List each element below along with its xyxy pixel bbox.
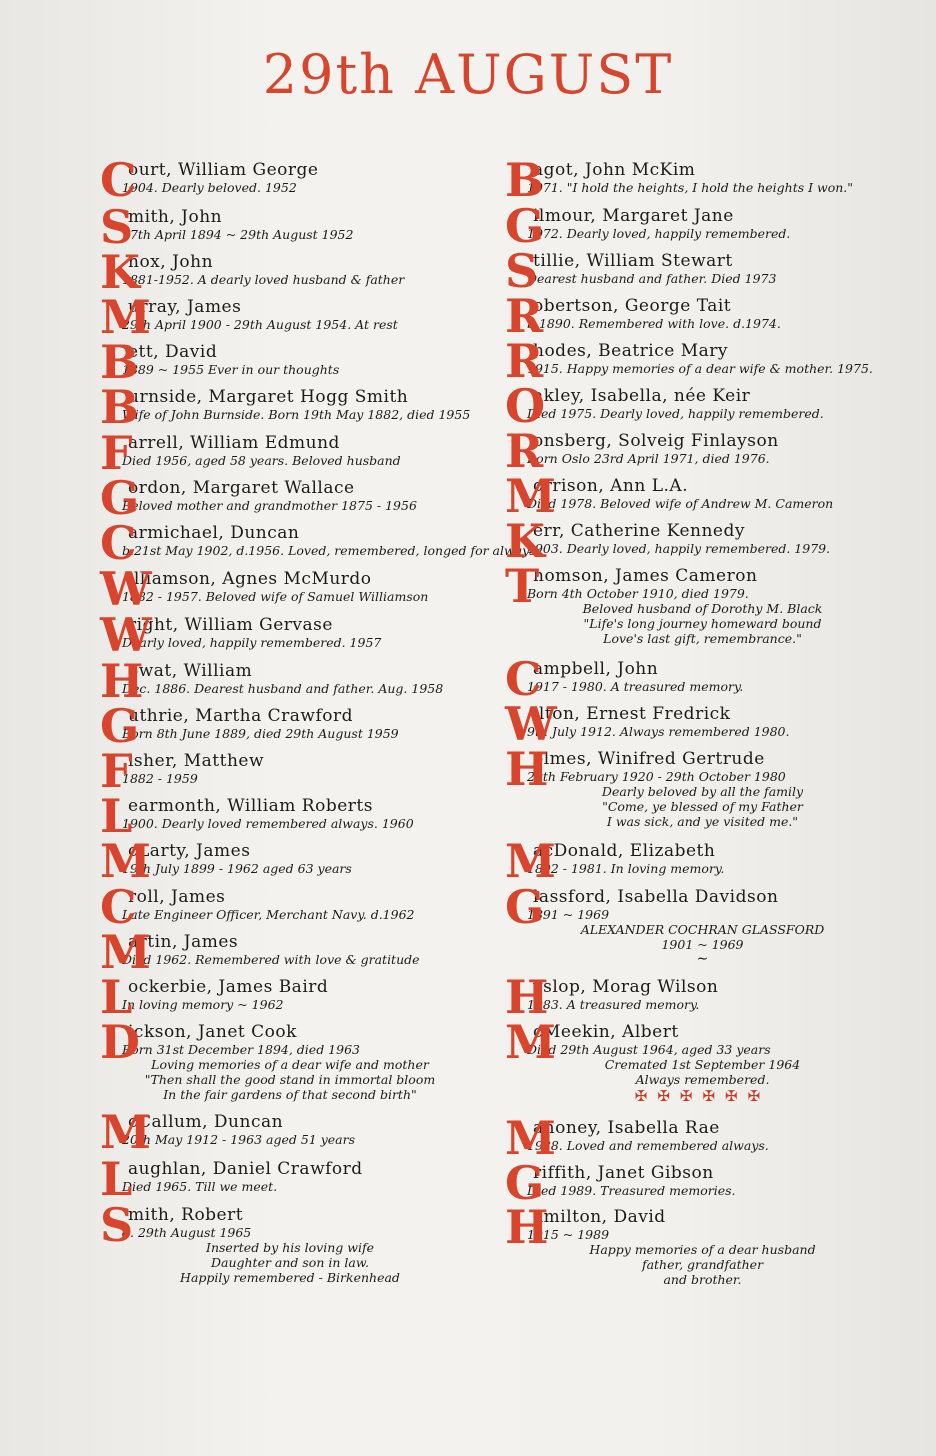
entry-name: cLarty, James xyxy=(128,841,251,861)
drop-cap-initial: R xyxy=(505,289,544,343)
memorial-entry xyxy=(505,244,900,298)
memorial-entry xyxy=(100,471,480,525)
entry-line: 19th July 1899 - 1962 aged 63 years xyxy=(122,861,352,876)
entry-name: err, Catherine Kennedy xyxy=(533,521,745,541)
memorial-entry xyxy=(505,834,900,888)
drop-cap-initial: S xyxy=(100,1198,134,1252)
entry-name: ockerbie, James Baird xyxy=(128,977,329,997)
memorial-entry xyxy=(100,1152,480,1206)
entry-line: 1889 ~ 1955 Ever in our thoughts xyxy=(122,362,340,377)
memorial-entry xyxy=(100,654,480,708)
memorial-entry xyxy=(100,925,480,979)
memorial-entry xyxy=(100,744,480,798)
drop-cap-initial: M xyxy=(505,834,556,888)
drop-cap-initial: O xyxy=(505,379,546,433)
memorial-entry xyxy=(100,970,480,1024)
memorial-entry xyxy=(100,335,480,389)
entry-line: Inserted by his loving wife xyxy=(206,1240,374,1255)
drop-cap-initial: M xyxy=(100,1105,151,1159)
entry-line: Late Engineer Officer, Merchant Navy. d.1962 xyxy=(122,907,415,922)
entry-line: Happy memories of a dear husband xyxy=(589,1242,816,1257)
drop-cap-initial: W xyxy=(505,697,557,751)
entry-name: ilmour, Margaret Jane xyxy=(533,206,734,226)
entry-name: right, William Gervase xyxy=(128,615,333,635)
entry-line: Born Oslo 23rd April 1971, died 1976. xyxy=(527,451,770,466)
drop-cap-initial: T xyxy=(505,559,540,613)
drop-cap-initial: R xyxy=(505,334,544,388)
entry-line: 20th May 1912 - 1963 aged 51 years xyxy=(122,1132,356,1147)
drop-cap-initial: H xyxy=(505,1200,549,1254)
memorial-entry xyxy=(505,289,900,343)
entry-line: 1904. Dearly beloved. 1952 xyxy=(122,180,297,195)
entry-line: 1972. Dearly loved, happily remembered. xyxy=(527,226,791,241)
memorial-entry xyxy=(100,1015,480,1112)
drop-cap-initial: C xyxy=(100,880,137,934)
entry-name: illiamson, Agnes McMurdo xyxy=(128,569,372,589)
entry-name: obertson, George Tait xyxy=(533,296,732,316)
entry-name: armichael, Duncan xyxy=(128,523,300,543)
entry-line: b.21st May 1902, d.1956. Loved, remembered, longed for always xyxy=(122,543,536,558)
drop-cap-initial: G xyxy=(100,699,140,753)
entry-name: ickson, Janet Cook xyxy=(128,1022,297,1042)
entry-line: Died 1978. Beloved wife of Andrew M. Cameron xyxy=(527,496,834,511)
drop-cap-initial: H xyxy=(505,742,549,796)
entry-line: 1900. Dearly loved remembered always. 1960 xyxy=(122,816,414,831)
memorial-entry xyxy=(100,290,480,344)
entry-line: 1917 - 1980. A treasured memory. xyxy=(527,679,744,694)
memorial-entry xyxy=(505,334,900,388)
tilde-ornament: ∼ xyxy=(696,951,709,967)
entry-name: tillie, William Stewart xyxy=(533,251,733,271)
entry-line: 9th July 1912. Always remembered 1980. xyxy=(527,724,790,739)
entry-line: Born 31st December 1894, died 1963 xyxy=(122,1042,360,1057)
entry-line: 1988. Loved and remembered always. xyxy=(527,1138,769,1153)
entry-name: earmonth, William Roberts xyxy=(128,796,373,816)
entry-name: olmes, Winifred Gertrude xyxy=(533,749,765,769)
entry-line: Wife of John Burnside. Born 19th May 1882, died 1955 xyxy=(122,407,471,422)
entry-name: amilton, David xyxy=(533,1207,666,1227)
drop-cap-initial: G xyxy=(505,880,545,934)
memorial-entry xyxy=(505,1015,900,1118)
memorial-entry xyxy=(505,1156,900,1210)
memorial-entry xyxy=(100,699,480,753)
entry-name: mith, John xyxy=(128,207,223,227)
entry-line: 1971. "I hold the heights, I hold the heights I won." xyxy=(527,180,854,195)
memorial-entry xyxy=(100,789,480,843)
drop-cap-initial: F xyxy=(100,426,133,480)
entry-name: agot, John McKim xyxy=(533,160,696,180)
entry-line: "Life's long journey homeward bound xyxy=(583,616,822,631)
drop-cap-initial: M xyxy=(505,1015,556,1069)
entry-line: I was sick, and ye visited me." xyxy=(606,814,799,829)
entry-name: urray, James xyxy=(128,297,242,317)
entry-name: ordon, Margaret Wallace xyxy=(128,478,355,498)
entry-name: arrell, William Edmund xyxy=(128,433,340,453)
memorial-entry xyxy=(100,200,480,254)
memorial-entry xyxy=(505,652,900,706)
entry-line: 1882 - 1959 xyxy=(122,771,198,786)
entry-line: d. 29th August 1965 xyxy=(122,1225,252,1240)
entry-name: homson, James Cameron xyxy=(533,566,758,586)
right-column xyxy=(505,153,900,1287)
entry-line: Dearest husband and father. Died 1973 xyxy=(527,271,777,286)
entry-name: cMeekin, Albert xyxy=(533,1022,679,1042)
drop-cap-initial: H xyxy=(505,970,549,1024)
drop-cap-initial: B xyxy=(100,335,139,389)
memorial-entry xyxy=(505,970,900,1024)
entry-line: "Come, ye blessed of my Father xyxy=(602,799,803,814)
memorial-entry xyxy=(100,880,480,934)
entry-name: ilton, Ernest Fredrick xyxy=(533,704,731,724)
drop-cap-initial: W xyxy=(100,608,152,662)
entry-line: 1901 ~ 1969 xyxy=(661,937,744,952)
entry-line: 1903. Dearly loved, happily remembered. 1979. xyxy=(527,541,831,556)
entry-name: ampbell, John xyxy=(533,659,659,679)
memorial-entry xyxy=(100,1105,480,1159)
entry-line: and brother. xyxy=(663,1272,742,1287)
drop-cap-initial: G xyxy=(100,471,140,525)
entry-line: Died 1965. Till we meet. xyxy=(122,1179,278,1194)
entry-line: 1915 ~ 1989 xyxy=(527,1227,610,1242)
entry-line: Died 1956, aged 58 years. Beloved husband xyxy=(122,453,401,468)
entry-line: Dearly beloved by all the family xyxy=(601,784,804,799)
entry-name: artin, James xyxy=(128,932,239,952)
memorial-entry xyxy=(505,1111,900,1165)
drop-cap-initial: B xyxy=(100,380,139,434)
entry-line: Always remembered. xyxy=(635,1072,770,1087)
cross-ornaments: ✠✠✠✠✠✠ xyxy=(634,1087,771,1105)
entry-line: Dec. 1886. Dearest husband and father. Aug. 1958 xyxy=(122,681,444,696)
memorial-entry xyxy=(100,608,480,662)
entry-line: Cremated 1st September 1964 xyxy=(604,1057,801,1072)
entry-name: mith, Robert xyxy=(128,1205,244,1225)
drop-cap-initial: L xyxy=(100,970,133,1024)
memorial-entry xyxy=(505,379,900,433)
entry-line: Born 4th October 1910, died 1979. xyxy=(527,586,749,601)
entry-line: 29th April 1900 - 29th August 1954. At rest xyxy=(122,317,398,332)
entry-line: 1915. Happy memories of a dear wife & mother. 1975. xyxy=(527,361,873,376)
memorial-entry xyxy=(505,697,900,751)
entry-name: lassford, Isabella Davidson xyxy=(533,887,779,907)
drop-cap-initial: C xyxy=(100,516,137,570)
entry-name: ourt, William George xyxy=(128,160,319,180)
drop-cap-initial: S xyxy=(505,244,539,298)
drop-cap-initial: B xyxy=(505,153,544,207)
entry-line: 1983. A treasured memory. xyxy=(527,997,700,1012)
drop-cap-initial: M xyxy=(100,925,151,979)
drop-cap-initial: G xyxy=(505,1156,545,1210)
memorial-entry xyxy=(505,153,900,207)
drop-cap-initial: F xyxy=(100,744,133,798)
memorial-entry xyxy=(505,514,900,568)
drop-cap-initial: W xyxy=(100,562,152,616)
drop-cap-initial: L xyxy=(100,789,133,843)
entry-name: acDonald, Elizabeth xyxy=(533,841,716,861)
entry-line: In the fair gardens of that second birth" xyxy=(163,1087,417,1102)
memorial-entry xyxy=(505,1200,900,1287)
entry-line: b.1890. Remembered with love. d.1974. xyxy=(527,316,781,331)
drop-cap-initial: R xyxy=(505,424,544,478)
entry-line: 1891 ~ 1969 xyxy=(527,907,610,922)
drop-cap-initial: K xyxy=(505,514,545,568)
entry-name: cCallum, Duncan xyxy=(128,1112,284,1132)
entry-name: roll, James xyxy=(128,887,226,907)
entry-name: ett, David xyxy=(128,342,218,362)
drop-cap-initial: D xyxy=(100,1015,140,1069)
entry-line: 1881-1952. A dearly loved husband & father xyxy=(122,272,405,287)
entry-name: isher, Matthew xyxy=(128,751,265,771)
entry-line: 17th April 1894 ~ 29th August 1952 xyxy=(122,227,354,242)
entry-name: onsberg, Solveig Finlayson xyxy=(533,431,779,451)
entry-line: ALEXANDER COCHRAN GLASSFORD xyxy=(580,922,825,937)
memorial-entry xyxy=(100,1198,480,1285)
entry-line: 1892 - 1981. In loving memory. xyxy=(527,861,725,876)
drop-cap-initial: K xyxy=(100,245,140,299)
memorial-entry xyxy=(100,380,480,434)
entry-name: orrison, Ann L.A. xyxy=(533,476,689,496)
entry-name: urnside, Margaret Hogg Smith xyxy=(128,387,409,407)
entry-line: Dearly loved, happily remembered. 1957 xyxy=(122,635,382,650)
memorial-entry xyxy=(505,424,900,478)
memorial-entry xyxy=(100,516,536,570)
entry-line: In loving memory ~ 1962 xyxy=(122,997,284,1012)
entry-line: Love's last gift, remembrance." xyxy=(603,631,802,646)
entry-line: Happily remembered - Birkenhead xyxy=(180,1270,400,1285)
memorial-entry xyxy=(100,562,480,616)
entry-line: 1882 - 1957. Beloved wife of Samuel Williamson xyxy=(122,589,429,604)
entry-name: uthrie, Martha Crawford xyxy=(128,706,354,726)
entry-name: akley, Isabella, née Keir xyxy=(533,386,751,406)
drop-cap-initial: C xyxy=(505,652,542,706)
drop-cap-initial: M xyxy=(505,469,556,523)
entry-line: Died 1962. Remembered with love & gratitude xyxy=(122,952,420,967)
entry-name: ahoney, Isabella Rae xyxy=(533,1118,720,1138)
entry-name: nox, John xyxy=(128,252,214,272)
left-column xyxy=(100,153,536,1285)
memorial-entry xyxy=(505,880,900,977)
drop-cap-initial: S xyxy=(100,200,134,254)
drop-cap-initial: M xyxy=(505,1111,556,1165)
drop-cap-initial: M xyxy=(100,290,151,344)
entry-line: 29th February 1920 - 29th October 1980 xyxy=(527,769,786,784)
drop-cap-initial: C xyxy=(100,153,137,207)
drop-cap-initial: G xyxy=(505,199,545,253)
entry-name: hodes, Beatrice Mary xyxy=(533,341,728,361)
page-title: 29th AUGUST xyxy=(262,43,674,106)
drop-cap-initial: M xyxy=(100,834,151,888)
entry-line: Died 1989. Treasured memories. xyxy=(527,1183,736,1198)
entry-line: Beloved husband of Dorothy M. Black xyxy=(582,601,823,616)
memorial-entry xyxy=(505,199,900,253)
entry-line: "Then shall the good stand in immortal bloom xyxy=(144,1072,436,1087)
memorial-entry xyxy=(505,469,900,523)
drop-cap-initial: L xyxy=(100,1152,133,1206)
entry-name: owat, William xyxy=(128,661,253,681)
entry-line: Died 1975. Dearly loved, happily remembered. xyxy=(527,406,824,421)
memorial-entry xyxy=(100,153,480,207)
entry-line: father, grandfather xyxy=(641,1257,764,1272)
memorial-entry xyxy=(505,559,900,659)
drop-cap-initial: H xyxy=(100,654,144,708)
entry-line: Loving memories of a dear wife and mother xyxy=(151,1057,429,1072)
memorial-entry xyxy=(100,426,480,480)
memorial-entry xyxy=(100,834,480,888)
entry-line: Died 29th August 1964, aged 33 years xyxy=(527,1042,771,1057)
memorial-entry xyxy=(505,742,900,841)
entry-line: Daughter and son in law. xyxy=(210,1255,370,1270)
memorial-entry xyxy=(100,245,480,299)
entry-name: riffith, Janet Gibson xyxy=(533,1163,714,1183)
entry-name: yslop, Morag Wilson xyxy=(533,977,719,997)
entry-name: aughlan, Daniel Crawford xyxy=(128,1159,363,1179)
entry-line: Beloved mother and grandmother 1875 - 1956 xyxy=(122,498,417,513)
entry-line: Born 8th June 1889, died 29th August 1959 xyxy=(122,726,399,741)
